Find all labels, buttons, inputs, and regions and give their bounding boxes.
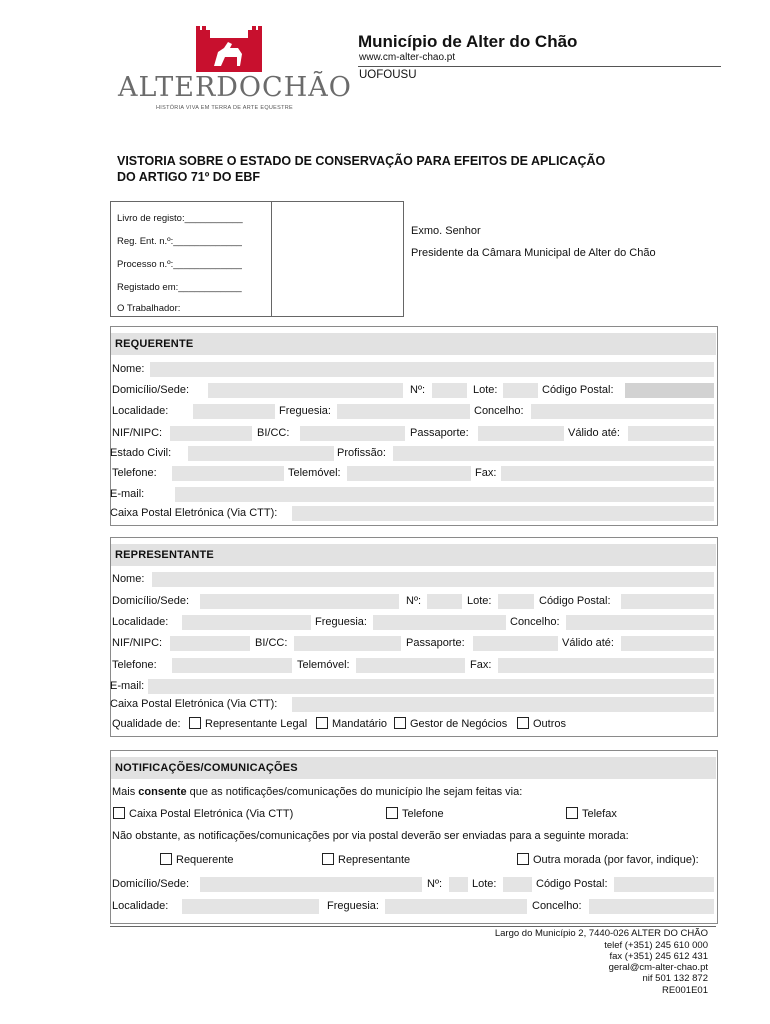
notif-telefone-label: Telefone xyxy=(402,808,444,820)
req-fax-field[interactable] xyxy=(501,466,714,481)
trabalhador-label: O Trabalhador: xyxy=(117,303,181,314)
req-nome-field[interactable] xyxy=(150,362,714,377)
req-domicilio-field[interactable] xyxy=(208,383,403,398)
rep-cp-field[interactable] xyxy=(621,594,714,609)
req-concelho-label: Concelho: xyxy=(474,405,524,417)
rep-localidade-label: Localidade: xyxy=(112,616,169,628)
morada-outra-label: Outra morada (por favor, indique): xyxy=(533,854,699,866)
req-lote-label: Lote: xyxy=(473,384,498,396)
qualidade-gestor-label: Gestor de Negócios xyxy=(410,718,508,730)
req-numero-field[interactable] xyxy=(432,383,467,398)
req-fax-label: Fax: xyxy=(475,467,497,479)
footer-nif: nif 501 132 872 xyxy=(642,973,708,984)
footer-code: RE001E01 xyxy=(662,985,708,996)
notif-numero-label: Nº: xyxy=(427,878,443,890)
notif-freguesia-field[interactable] xyxy=(385,899,527,914)
req-caixa-field[interactable] xyxy=(292,506,714,521)
registry-stamp-box xyxy=(270,201,404,317)
nao-obstante-text: Não obstante, as notificações/comunicações por via postal deverão ser enviadas para a seguinte morada: xyxy=(112,830,629,842)
rep-telemovel-label: Telemóvel: xyxy=(297,659,350,671)
footer-divider xyxy=(110,926,716,927)
notif-localidade-field[interactable] xyxy=(182,899,319,914)
rep-domicilio-label: Domicílio/Sede: xyxy=(112,595,190,607)
morada-representante-label: Representante xyxy=(338,854,411,866)
representante-heading: REPRESENTANTE xyxy=(115,549,214,561)
qualidade-mandatario-checkbox[interactable] xyxy=(316,717,328,729)
rep-telemovel-field[interactable] xyxy=(356,658,465,673)
logo-text: ALTERDOCHÃO xyxy=(118,72,352,103)
req-caixa-label: Caixa Postal Eletrónica (Via CTT): xyxy=(110,507,278,519)
req-valido-label: Válido até: xyxy=(568,427,620,439)
rep-concelho-field[interactable] xyxy=(566,615,714,630)
rep-localidade-field[interactable] xyxy=(182,615,311,630)
requerente-heading: REQUERENTE xyxy=(115,338,194,350)
rep-telefone-label: Telefone: xyxy=(112,659,157,671)
livro-registo-label: Livro de registo:___________ xyxy=(117,213,243,224)
notif-lote-label: Lote: xyxy=(472,878,497,890)
rep-caixa-label: Caixa Postal Eletrónica (Via CTT): xyxy=(110,698,278,710)
document-title-line1: VISTORIA SOBRE O ESTADO DE CONSERVAÇÃO PARA EFEITOS DE APLICAÇÃO xyxy=(117,154,606,168)
notif-telefax-checkbox[interactable] xyxy=(566,807,578,819)
req-bi-label: BI/CC: xyxy=(257,427,290,439)
unit-code: UOFOUSU xyxy=(359,69,417,81)
rep-cp-label: Código Postal: xyxy=(539,595,611,607)
notif-domicilio-label: Domicílio/Sede: xyxy=(112,878,190,890)
req-cp-label: Código Postal: xyxy=(542,384,614,396)
registado-label: Registado em:____________ xyxy=(117,282,242,293)
req-email-label: E-mail: xyxy=(110,488,145,500)
rep-fax-label: Fax: xyxy=(470,659,492,671)
rep-fax-field[interactable] xyxy=(498,658,714,673)
reg-ent-label: Reg. Ent. n.º:_____________ xyxy=(117,236,242,247)
req-telemovel-field[interactable] xyxy=(347,466,471,481)
notif-freguesia-label: Freguesia: xyxy=(327,900,379,912)
rep-passaporte-field[interactable] xyxy=(473,636,558,651)
notif-concelho-field[interactable] xyxy=(589,899,714,914)
req-telefone-label: Telefone: xyxy=(112,467,157,479)
rep-valido-field[interactable] xyxy=(621,636,714,651)
notificacoes-header xyxy=(111,757,716,779)
rep-bi-field[interactable] xyxy=(294,636,401,651)
req-lote-field[interactable] xyxy=(503,383,538,398)
notificacoes-heading: NOTIFICAÇÕES/COMUNICAÇÕES xyxy=(115,762,298,774)
footer-fax: fax (+351) 245 612 431 xyxy=(609,951,708,962)
footer-address: Largo do Município 2, 7440-026 ALTER DO CHÃO xyxy=(494,928,708,939)
req-passaporte-field[interactable] xyxy=(478,426,564,441)
req-localidade-label: Localidade: xyxy=(112,405,169,417)
rep-bi-label: BI/CC: xyxy=(255,637,288,649)
consent-post: que as notificações/comunicações do município lhe sejam feitas via: xyxy=(186,786,523,798)
notif-cp-field[interactable] xyxy=(614,877,714,892)
req-estado-civil-label: Estado Civil: xyxy=(110,447,172,459)
notif-telefax-label: Telefax xyxy=(582,808,617,820)
rep-email-label: E-mail: xyxy=(110,680,145,692)
req-nif-field[interactable] xyxy=(170,426,252,441)
addressee-line1: Exmo. Senhor xyxy=(411,225,481,237)
notif-cp-label: Código Postal: xyxy=(536,878,608,890)
qualidade-legal-checkbox[interactable] xyxy=(189,717,201,729)
rep-freguesia-label: Freguesia: xyxy=(315,616,367,628)
req-freguesia-label: Freguesia: xyxy=(279,405,331,417)
rep-email-field[interactable] xyxy=(148,679,714,694)
qualidade-outros-label: Outros xyxy=(533,718,567,730)
req-freguesia-field[interactable] xyxy=(337,404,470,419)
consent-text xyxy=(112,786,522,799)
rep-numero-label: Nº: xyxy=(406,595,422,607)
rep-domicilio-field[interactable] xyxy=(200,594,399,609)
addressee-line2: Presidente da Câmara Municipal de Alter do Chão xyxy=(411,247,656,259)
rep-nif-label: NIF/NIPC: xyxy=(112,637,163,649)
processo-label: Processo n.º:_____________ xyxy=(117,259,242,270)
notif-caixa-checkbox[interactable] xyxy=(113,807,125,819)
req-profissao-label: Profissão: xyxy=(337,447,386,459)
notif-numero-field[interactable] xyxy=(449,877,468,892)
req-telefone-field[interactable] xyxy=(172,466,284,481)
footer-telef: telef (+351) 245 610 000 xyxy=(604,940,708,951)
consent-pre: Mais xyxy=(112,786,139,798)
req-estado-civil-field[interactable] xyxy=(188,446,334,461)
req-valido-field[interactable] xyxy=(628,426,714,441)
morada-representante-checkbox[interactable] xyxy=(322,853,334,865)
req-passaporte-label: Passaporte: xyxy=(410,427,469,439)
req-telemovel-label: Telemóvel: xyxy=(288,467,341,479)
morada-outra-checkbox[interactable] xyxy=(517,853,529,865)
header-divider xyxy=(358,66,721,67)
document-title-line2: DO ARTIGO 71º DO EBF xyxy=(117,170,261,184)
req-profissao-field[interactable] xyxy=(393,446,714,461)
req-email-field[interactable] xyxy=(175,487,714,502)
rep-numero-field[interactable] xyxy=(427,594,462,609)
req-domicilio-label: Domicílio/Sede: xyxy=(112,384,190,396)
qualidade-mandatario-label: Mandatário xyxy=(332,718,388,730)
qualidade-legal-label: Representante Legal xyxy=(205,718,308,730)
logo-tagline: HISTÓRIA VIVA EM TERRA DE ARTE EQUESTRE xyxy=(156,105,294,111)
rep-nome-field[interactable] xyxy=(152,572,714,587)
castle-horse-icon xyxy=(194,26,264,72)
website-link[interactable]: www.cm-alter-chao.pt xyxy=(359,52,456,63)
rep-caixa-field[interactable] xyxy=(292,697,714,712)
rep-concelho-label: Concelho: xyxy=(510,616,560,628)
rep-valido-label: Válido até: xyxy=(562,637,614,649)
consent-bold: consente xyxy=(138,786,187,798)
notif-localidade-label: Localidade: xyxy=(112,900,169,912)
notif-concelho-label: Concelho: xyxy=(532,900,582,912)
morada-requerente-checkbox[interactable] xyxy=(160,853,172,865)
morada-requerente-label: Requerente xyxy=(176,854,234,866)
req-cp-field[interactable] xyxy=(625,383,714,398)
req-nome-label: Nome: xyxy=(112,363,145,375)
notif-lote-field[interactable] xyxy=(503,877,532,892)
notif-domicilio-field[interactable] xyxy=(200,877,422,892)
qualidade-outros-checkbox[interactable] xyxy=(517,717,529,729)
notif-telefone-checkbox[interactable] xyxy=(386,807,398,819)
rep-lote-field[interactable] xyxy=(498,594,534,609)
req-localidade-field[interactable] xyxy=(193,404,275,419)
req-numero-label: Nº: xyxy=(410,384,426,396)
qualidade-gestor-checkbox[interactable] xyxy=(394,717,406,729)
rep-qualidade-label: Qualidade de: xyxy=(112,718,181,730)
req-nif-label: NIF/NIPC: xyxy=(112,427,163,439)
representante-header xyxy=(111,544,716,566)
rep-lote-label: Lote: xyxy=(467,595,492,607)
req-concelho-field[interactable] xyxy=(531,404,714,419)
rep-telefone-field[interactable] xyxy=(172,658,292,673)
notif-caixa-label: Caixa Postal Eletrónica (Via CTT) xyxy=(129,808,294,820)
rep-nome-label: Nome: xyxy=(112,573,145,585)
requerente-header xyxy=(111,333,716,355)
rep-passaporte-label: Passaporte: xyxy=(406,637,465,649)
municipality-name: Município de Alter do Chão xyxy=(358,32,578,51)
footer-email: geral@cm-alter-chao.pt xyxy=(608,962,708,973)
rep-nif-field[interactable] xyxy=(170,636,250,651)
municipality-logo xyxy=(118,26,352,116)
rep-freguesia-field[interactable] xyxy=(373,615,506,630)
req-bi-field[interactable] xyxy=(300,426,405,441)
